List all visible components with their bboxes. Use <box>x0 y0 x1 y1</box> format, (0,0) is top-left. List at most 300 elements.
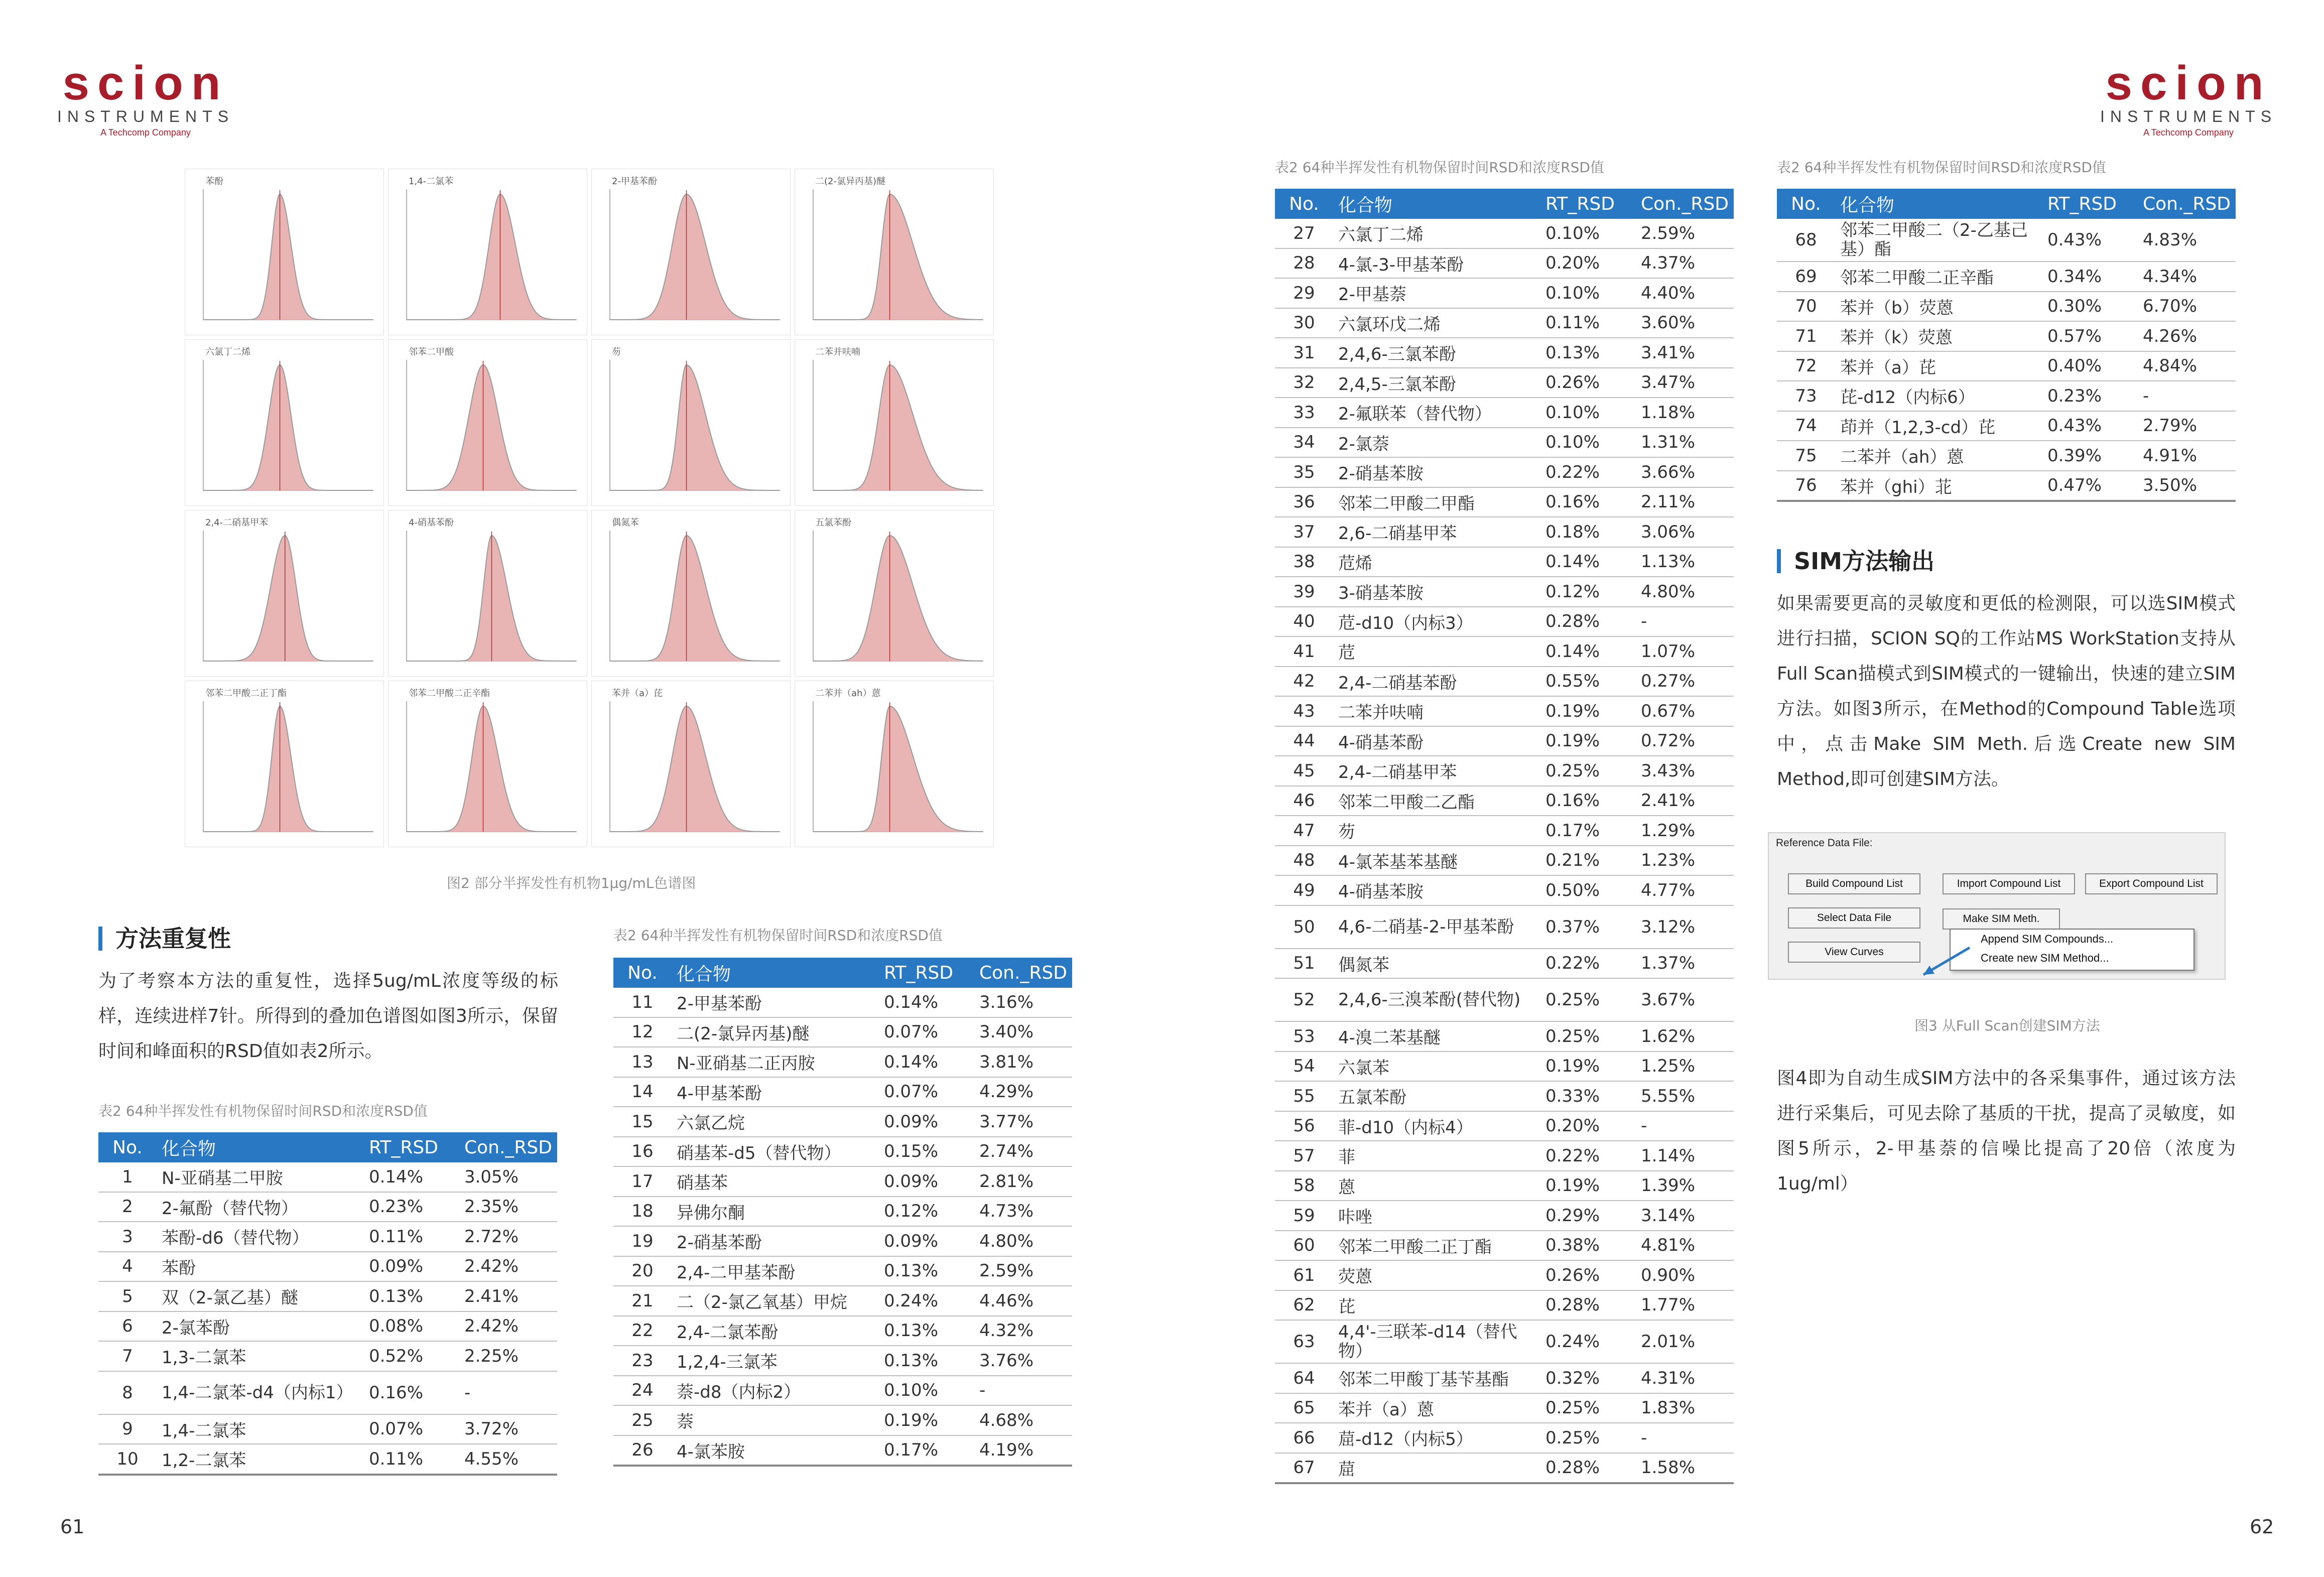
chromatogram-panel <box>185 339 384 506</box>
table-cell: 1.62% <box>1636 1021 1734 1052</box>
table-row <box>1275 1141 1734 1171</box>
table-row <box>1275 398 1734 428</box>
section-heading-sim: SIM方法输出 <box>1777 549 1934 573</box>
table-header-cell: Con._RSD <box>2138 189 2236 219</box>
table-row <box>98 1192 557 1222</box>
table-cell: 二苯并呋喃 <box>1333 696 1540 726</box>
table-cell: 1.29% <box>1636 816 1734 846</box>
table-cell: 0.10% <box>1540 278 1636 308</box>
table-cell: 0.72% <box>1636 726 1734 756</box>
table-cell: 3.72% <box>459 1414 557 1444</box>
table-cell: 0.19% <box>1540 696 1636 726</box>
table-row <box>1275 547 1734 577</box>
table-cell: 1.58% <box>1636 1453 1734 1484</box>
table-row <box>1275 1393 1734 1423</box>
build-compound-list-button[interactable]: Build Compound List <box>1788 873 1920 894</box>
table-cell: 萘 <box>672 1405 879 1435</box>
table-cell: 1.83% <box>1636 1393 1734 1423</box>
table-cell: 3.81% <box>974 1047 1072 1077</box>
table-row <box>1275 1231 1734 1261</box>
table-cell: 0.10% <box>879 1376 974 1406</box>
table-row <box>98 1414 557 1444</box>
table-cell: 5.55% <box>1636 1081 1734 1111</box>
table-cell: 2.59% <box>974 1256 1072 1286</box>
table-header-cell: No. <box>613 958 672 988</box>
table-cell: 2-氯苯酚 <box>157 1311 364 1342</box>
table-cell: 2.79% <box>2138 411 2236 441</box>
table-cell: 0.16% <box>364 1371 459 1414</box>
table-cell: 33 <box>1275 398 1333 428</box>
table-cell: 1,4-二氯苯-d4（内标1） <box>157 1371 364 1414</box>
table-row <box>98 1311 557 1342</box>
table-cell: 50 <box>1275 905 1333 949</box>
table-cell: 0.43% <box>2042 411 2138 441</box>
table-cell: 0.12% <box>879 1197 974 1227</box>
section-paragraph-repeatability: 为了考察本方法的重复性，选择5ug/mL浓度等级的标样，连续进样7针。所得到的叠加色谱图如图3所示，保留时间和峰面积的RSD值如表2所示。 <box>98 971 558 1062</box>
table-cell: 7 <box>98 1341 157 1371</box>
chromatogram-plot <box>389 340 587 505</box>
sim-context-menu <box>1950 929 2194 971</box>
table-row <box>1275 487 1734 517</box>
table-cell: 0.22% <box>1540 949 1636 979</box>
table-cell: 菲 <box>1333 1141 1540 1171</box>
table-cell: 0.17% <box>879 1435 974 1466</box>
table-row <box>1275 607 1734 637</box>
table-row <box>1777 261 2236 292</box>
table-cell: 0.25% <box>1540 1393 1636 1423</box>
table-cell: 47 <box>1275 816 1333 846</box>
table-cell: 4.26% <box>2138 321 2236 351</box>
table-cell: 46 <box>1275 786 1333 816</box>
table-row <box>1275 338 1734 368</box>
table-row <box>1275 1260 1734 1290</box>
arrow-icon <box>1919 944 1980 979</box>
table-header-cell: No. <box>1777 189 1835 219</box>
table-row <box>613 1316 1072 1346</box>
table-cell: 4.84% <box>2138 351 2236 381</box>
table-cell: 苯酚-d6（替代物） <box>157 1222 364 1252</box>
table-cell: N-亚硝基二甲胺 <box>157 1162 364 1192</box>
table-row <box>1275 1423 1734 1453</box>
table-cell: 4.32% <box>974 1316 1072 1346</box>
table-row <box>1275 1171 1734 1201</box>
select-data-file-button[interactable]: Select Data File <box>1788 907 1920 929</box>
table-row <box>613 1376 1072 1406</box>
table-cell: 1.23% <box>1636 846 1734 876</box>
table-cell: 4.77% <box>1636 875 1734 905</box>
table-cell: 0.07% <box>364 1414 459 1444</box>
table-cell: 3.41% <box>1636 338 1734 368</box>
table-cell: 2.41% <box>459 1281 557 1311</box>
table-cell: 0.43% <box>2042 219 2138 261</box>
table-row <box>1275 1453 1734 1484</box>
table-cell: 2,4-二硝基甲苯 <box>1333 756 1540 786</box>
table-cell: 二（2-氯乙氧基）甲烷 <box>672 1286 879 1316</box>
table-row <box>1275 1320 1734 1363</box>
table-row <box>613 1286 1072 1316</box>
create-new-sim-method-item[interactable]: Create new SIM Method... <box>1981 952 2109 964</box>
table-cell: 4-硝基苯酚 <box>1333 726 1540 756</box>
table-cell: 39 <box>1275 577 1333 607</box>
table-cell: 3.66% <box>1636 457 1734 487</box>
table-cell: 74 <box>1777 411 1835 441</box>
table-cell: 19 <box>613 1226 672 1256</box>
table-cell: 9 <box>98 1414 157 1444</box>
brand-sub: INSTRUMENTS <box>57 107 234 125</box>
table-cell: 48 <box>1275 846 1333 876</box>
peak-area <box>456 194 560 320</box>
table-cell: 1.31% <box>1636 428 1734 458</box>
table-cell: 0.16% <box>1540 786 1636 816</box>
chromatogram-panel <box>388 339 587 506</box>
table-row <box>613 1346 1072 1376</box>
view-curves-button[interactable]: View Curves <box>1788 942 1920 963</box>
table-header-cell: Con._RSD <box>459 1132 557 1162</box>
table-cell: 苯并（a）蒽 <box>1333 1393 1540 1423</box>
table-cell: 0.24% <box>879 1286 974 1316</box>
table-header-cell: No. <box>98 1132 157 1162</box>
table-cell: 2.42% <box>459 1311 557 1342</box>
table-cell: 0.19% <box>1540 1171 1636 1201</box>
chromatogram-plot <box>592 510 790 676</box>
table-cell: 2-氯萘 <box>1333 428 1540 458</box>
table-row <box>98 1281 557 1311</box>
chromatogram-panel <box>795 681 994 847</box>
table-cell: 0.30% <box>2042 292 2138 322</box>
table-cell: 0.57% <box>2042 321 2138 351</box>
table-cell: 60 <box>1275 1231 1333 1261</box>
table-cell: 0.55% <box>1540 667 1636 697</box>
table-cell: 0.20% <box>1540 1111 1636 1141</box>
table-row <box>1275 1021 1734 1052</box>
table-cell: 0.18% <box>1540 517 1636 547</box>
table-cell: 0.10% <box>1540 219 1636 248</box>
table-cell: 56 <box>1275 1111 1333 1141</box>
table-cell: 2,4-二甲基苯酚 <box>672 1256 879 1286</box>
table-cell: 芴 <box>1333 816 1540 846</box>
table-row <box>1777 381 2236 411</box>
table-cell: 68 <box>1777 219 1835 261</box>
rsd-table-3 <box>1275 189 1734 1484</box>
table-row <box>98 1341 557 1371</box>
table-cell: 26 <box>613 1435 672 1466</box>
table-row <box>1777 441 2236 471</box>
table-header-cell: RT_RSD <box>2042 189 2138 219</box>
table-row <box>1275 875 1734 905</box>
table-cell: 4.29% <box>974 1077 1072 1107</box>
table-cell: 3.06% <box>1636 517 1734 547</box>
export-compound-list-button[interactable]: Export Compound List <box>2085 873 2218 894</box>
table-cell: 1.18% <box>1636 398 1734 428</box>
table-cell: 25 <box>613 1405 672 1435</box>
peak-area <box>460 536 552 661</box>
table-cell: 1 <box>98 1162 157 1192</box>
table-cell: 苊 <box>1333 636 1540 667</box>
table-row <box>613 1107 1072 1137</box>
table-cell: 17 <box>613 1166 672 1197</box>
table-row <box>1275 1201 1734 1231</box>
table-row <box>1275 978 1734 1021</box>
peak-area <box>834 536 982 661</box>
table-cell: 双（2-氯乙基）醚 <box>157 1281 364 1311</box>
table-cell: 42 <box>1275 667 1333 697</box>
chromatogram-panel <box>591 169 791 335</box>
make-sim-meth-button[interactable]: Make SIM Meth. <box>1943 908 2060 930</box>
chromatogram-label: 五氯苯酚 <box>815 517 851 528</box>
table-row <box>613 1256 1072 1286</box>
table-row <box>1275 846 1734 876</box>
table-cell: 51 <box>1275 949 1333 979</box>
table-cell: 0.47% <box>2042 471 2138 501</box>
table-cell: 0.21% <box>1540 846 1636 876</box>
table-cell: 0.14% <box>364 1162 459 1192</box>
table-cell: - <box>459 1371 557 1414</box>
table-cell: 4.31% <box>1636 1363 1734 1393</box>
table-cell: 3.67% <box>1636 978 1734 1021</box>
chromatogram-plot <box>795 510 993 676</box>
table-row <box>98 1222 557 1252</box>
table-row <box>1777 351 2236 381</box>
table-row <box>1275 428 1734 458</box>
table-cell: 4.73% <box>974 1197 1072 1227</box>
table-cell: 4,4'-三联苯-d14（替代物） <box>1333 1320 1540 1363</box>
table-cell: 0.14% <box>1540 547 1636 577</box>
chromatogram-plot <box>389 169 587 335</box>
table-cell: 54 <box>1275 1052 1333 1082</box>
table-cell: 4.80% <box>1636 577 1734 607</box>
chromatogram-label: 2,4-二硝基甲苯 <box>205 517 269 528</box>
table-cell: 0.52% <box>364 1341 459 1371</box>
table-cell: 六氯环戊二烯 <box>1333 308 1540 338</box>
chromatogram-plot <box>592 340 790 505</box>
table-header-cell: No. <box>1275 189 1333 219</box>
table-cell: 0.28% <box>1540 607 1636 637</box>
chromatogram-plot <box>185 510 383 676</box>
table-cell: 65 <box>1275 1393 1333 1423</box>
table-cell: 3.05% <box>459 1162 557 1192</box>
table-row <box>1275 756 1734 786</box>
table-cell: 71 <box>1777 321 1835 351</box>
table-cell: 0.26% <box>1540 368 1636 398</box>
table-cell: 0.24% <box>1540 1320 1636 1363</box>
table-cell: 0.67% <box>1636 696 1734 726</box>
table-cell: 4-氯-3-甲基苯酚 <box>1333 248 1540 279</box>
table-cell: 4,6-二硝基-2-甲基苯酚 <box>1333 905 1540 949</box>
table-row <box>1275 816 1734 846</box>
table-cell: 62 <box>1275 1290 1333 1321</box>
table-cell: 4.55% <box>459 1444 557 1475</box>
table-cell: 0.13% <box>879 1346 974 1376</box>
table-cell: 0.09% <box>879 1107 974 1137</box>
table-cell: 31 <box>1275 338 1333 368</box>
append-sim-compounds-item[interactable]: Append SIM Compounds... <box>1981 933 2114 945</box>
table-cell: 咔唑 <box>1333 1201 1540 1231</box>
table-cell: 66 <box>1275 1423 1333 1453</box>
table-cell: 12 <box>613 1017 672 1047</box>
table-cell: 29 <box>1275 278 1333 308</box>
table-header-cell: 化合物 <box>1835 189 2042 219</box>
table-cell: 0.39% <box>2042 441 2138 471</box>
chromatogram-grid <box>185 169 993 846</box>
table-cell: 0.09% <box>879 1226 974 1256</box>
table-cell: 1.13% <box>1636 547 1734 577</box>
table-cell: 2.42% <box>459 1252 557 1282</box>
table-cell: 二(2-氯异丙基)醚 <box>672 1017 879 1047</box>
table-cell: - <box>974 1376 1072 1406</box>
table-cell: 14 <box>613 1077 672 1107</box>
table-cell: 芘 <box>1333 1290 1540 1321</box>
table-cell: 硝基苯 <box>672 1166 879 1197</box>
table-cell: 2,4,6-三溴苯酚(替代物) <box>1333 978 1540 1021</box>
table-row <box>1275 667 1734 697</box>
table-cell: 荧蒽 <box>1333 1260 1540 1290</box>
brand-logo-left <box>55 56 236 139</box>
chromatogram-label: 芴 <box>612 347 621 357</box>
table-cell: 0.34% <box>2042 261 2138 292</box>
table-cell: 0.19% <box>1540 1052 1636 1082</box>
table-cell: 4-溴二苯基醚 <box>1333 1021 1540 1052</box>
table-cell: 2-甲基萘 <box>1333 278 1540 308</box>
table-row <box>1777 411 2236 441</box>
table-cell: 2 <box>98 1192 157 1222</box>
table-row <box>613 1047 1072 1077</box>
table-cell: 73 <box>1777 381 1835 411</box>
chromatogram-panel <box>795 339 994 506</box>
table-cell: 2,6-二硝基甲苯 <box>1333 517 1540 547</box>
brand-tag: A Techcomp Company <box>2143 127 2234 138</box>
table-cell: 苯并（ghi）苝 <box>1835 471 2042 501</box>
table-cell: 0.29% <box>1540 1201 1636 1231</box>
table-cell: 0.11% <box>364 1444 459 1475</box>
table-cell: 0.40% <box>2042 351 2138 381</box>
table-cell: 63 <box>1275 1320 1333 1363</box>
rsd-table-1 <box>98 1132 557 1476</box>
table-cell: 1.39% <box>1636 1171 1734 1201</box>
table-cell: 0.10% <box>1540 428 1636 458</box>
table-cell: 0.19% <box>1540 726 1636 756</box>
table-cell: 16 <box>613 1137 672 1167</box>
table-cell: 1,2,4-三氯苯 <box>672 1346 879 1376</box>
chromatogram-panel <box>795 169 994 335</box>
table-header-cell: RT_RSD <box>1540 189 1636 219</box>
table-cell: 43 <box>1275 696 1333 726</box>
chromatogram-plot <box>389 510 587 676</box>
table-cell: 2-氟联苯（替代物） <box>1333 398 1540 428</box>
table-caption-3: 表2 64种半挥发性有机物保留时间RSD和浓度RSD值 <box>1275 159 1604 176</box>
table-cell: 1.37% <box>1636 949 1734 979</box>
rsd-table-4 <box>1777 189 2236 502</box>
table-cell: 4.80% <box>974 1226 1072 1256</box>
table-row <box>1275 368 1734 398</box>
table-cell: 0.08% <box>364 1311 459 1342</box>
chromatogram-label: 邻苯二甲酸二正辛酯 <box>409 688 490 699</box>
table-cell: 䓛 <box>1333 1453 1540 1484</box>
table-cell: 0.14% <box>1540 636 1636 667</box>
table-row <box>98 1371 557 1414</box>
table-cell: 0.32% <box>1540 1363 1636 1393</box>
table-cell: 3.60% <box>1636 308 1734 338</box>
chromatogram-plot <box>185 169 383 335</box>
table-row <box>1275 726 1734 756</box>
table-cell: 4-氯苯基苯基醚 <box>1333 846 1540 876</box>
brand-name: scion <box>2105 56 2272 110</box>
table-cell: 1,3-二氯苯 <box>157 1341 364 1371</box>
table-cell: 30 <box>1275 308 1333 338</box>
import-compound-list-button[interactable]: Import Compound List <box>1943 873 2075 894</box>
peak-area <box>439 706 544 832</box>
table-cell: 36 <box>1275 487 1333 517</box>
table-cell: 2,4-二硝基苯酚 <box>1333 667 1540 697</box>
fig2-caption: 图2 部分半挥发性有机物1μg/mL色谱图 <box>447 875 696 891</box>
table-cell: 0.26% <box>1540 1260 1636 1290</box>
table-cell: - <box>1636 607 1734 637</box>
table-cell: 1.07% <box>1636 636 1734 667</box>
table-cell: 二苯并（ah）蒽 <box>1835 441 2042 471</box>
table-cell: 3.12% <box>1636 905 1734 949</box>
table-cell: 4-氯苯胺 <box>672 1435 879 1466</box>
table-cell: 70 <box>1777 292 1835 322</box>
chromatogram-label: 苯并（a）芘 <box>612 688 663 699</box>
table-cell: 37 <box>1275 517 1333 547</box>
table-cell: 44 <box>1275 726 1333 756</box>
table-row <box>98 1162 557 1192</box>
table-cell: - <box>2138 381 2236 411</box>
table-cell: 3.16% <box>974 988 1072 1017</box>
peak-area <box>642 536 763 661</box>
table-cell: 24 <box>613 1376 672 1406</box>
table-cell: 3.50% <box>2138 471 2236 501</box>
table-cell: 0.20% <box>1540 248 1636 279</box>
table-cell: 59 <box>1275 1201 1333 1231</box>
brand-name: scion <box>62 56 229 110</box>
table-cell: 40 <box>1275 607 1333 637</box>
table-cell: 4.40% <box>1636 278 1734 308</box>
table-cell: 2.35% <box>459 1192 557 1222</box>
chromatogram-label: 邻苯二甲酸二正丁酯 <box>205 688 287 699</box>
table-cell: 0.90% <box>1636 1260 1734 1290</box>
table-cell: 58 <box>1275 1171 1333 1201</box>
table-cell: 苯并（a）芘 <box>1835 351 2042 381</box>
table-cell: 10 <box>98 1444 157 1475</box>
table-header-cell: 化合物 <box>1333 189 1540 219</box>
table-cell: 21 <box>613 1286 672 1316</box>
table-header-cell: RT_RSD <box>364 1132 459 1162</box>
table-row <box>1275 1111 1734 1141</box>
table-cell: 苊-d10（内标3） <box>1333 607 1540 637</box>
table-cell: 2.11% <box>1636 487 1734 517</box>
table-cell: 3.76% <box>974 1346 1072 1376</box>
table-cell: 6 <box>98 1311 157 1342</box>
table-row <box>1275 308 1734 338</box>
table-cell: 76 <box>1777 471 1835 501</box>
chromatogram-label: 2-甲基苯酚 <box>612 176 657 187</box>
table-cell: 0.23% <box>364 1192 459 1222</box>
chromatogram-plot <box>795 340 993 505</box>
table-header-cell: 化合物 <box>672 958 879 988</box>
chromatogram-panel <box>388 510 587 677</box>
table-cell: 15 <box>613 1107 672 1137</box>
table-cell: 0.25% <box>1540 756 1636 786</box>
table-cell: 2-甲基苯酚 <box>672 988 879 1017</box>
table-cell: 3.77% <box>974 1107 1072 1137</box>
table-row <box>1275 1081 1734 1111</box>
table-cell: 4.81% <box>1636 1231 1734 1261</box>
table-cell: 0.19% <box>879 1405 974 1435</box>
table-cell: 0.17% <box>1540 816 1636 846</box>
table-row <box>613 1226 1072 1256</box>
table-cell: 异佛尔酮 <box>672 1197 879 1227</box>
chromatogram-plot <box>795 681 993 847</box>
